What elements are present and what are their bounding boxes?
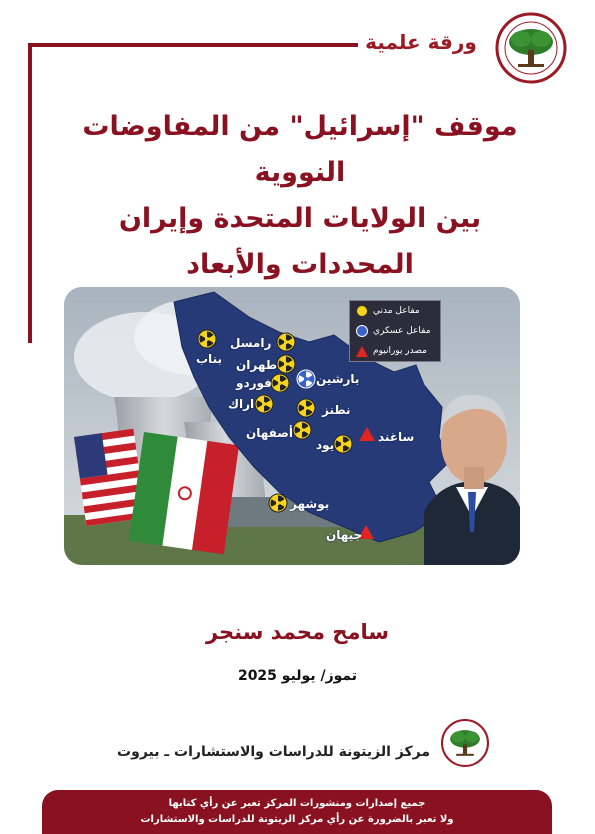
publisher-name: مركز الزيتونة للدراسات والاستشارات ـ بيروت [117,744,430,760]
title-line-1: موقف "إسرائيل" من المفاوضات النووية [82,111,518,188]
site-marker-ramsar [277,333,295,351]
site-label-natanz: نطنز [322,403,351,417]
site-marker-tehran [277,355,295,373]
frame-top-line [28,43,358,47]
site-marker-saghand [359,427,375,441]
site-label-fordo: فوردو [236,376,272,390]
frame-left-line [28,43,32,343]
site-marker-fordo [271,374,289,392]
site-label-ramsar: رامسل [230,336,272,350]
disclaimer-footer [42,790,552,834]
site-marker-bushehr [269,494,287,512]
zaytuna-logo [494,12,568,84]
legend-military: مفاعل عسكري [350,321,440,341]
publication-date: تموز/ يوليو 2025 [237,668,358,684]
document-title [60,104,540,288]
site-label-arak: اراك [228,397,255,411]
site-marker-isfahan [293,421,311,439]
site-label-bonab: بناب [196,352,222,366]
site-label-isfahan: أصفهان [246,426,294,440]
zaytuna-logo-small [440,718,490,768]
site-label-tehran: طهران [236,358,278,372]
site-marker-yazd [334,435,352,453]
legend-uranium: مصدر يورانيوم [350,341,440,361]
site-label-bushehr: بوشهر [290,497,330,511]
map-legend [349,300,441,362]
site-label-gchine: جيهان [326,528,363,542]
legend-civil: مفاعل مدني [350,301,440,321]
site-marker-arak [255,395,273,413]
site-marker-natanz [297,399,315,417]
site-marker-parchin [297,370,315,388]
site-marker-bonab [198,330,216,348]
radiation-icon [356,305,368,317]
military-radiation-icon [356,325,368,337]
title-line-2: بين الولايات المتحدة وإيران [118,203,482,234]
title-line-3: المحددات والأبعاد [186,249,414,280]
author-name: سامح محمد سنجر [205,620,390,644]
uranium-triangle-icon [356,346,368,357]
disclaimer-line-1: جميع إصدارات ومنشورات المركز تعبر عن رأي كتابها [168,798,426,809]
document-type-tag: ورقة علمية [365,30,477,54]
site-label-yazd: يود [316,438,335,452]
disclaimer-line-2: ولا تعبر بالضرورة عن رأي مركز الزيتونة للدراسات والاستشارات [140,814,454,825]
site-label-saghand: ساغند [378,430,415,444]
site-label-parchin: بارشين [316,372,360,386]
